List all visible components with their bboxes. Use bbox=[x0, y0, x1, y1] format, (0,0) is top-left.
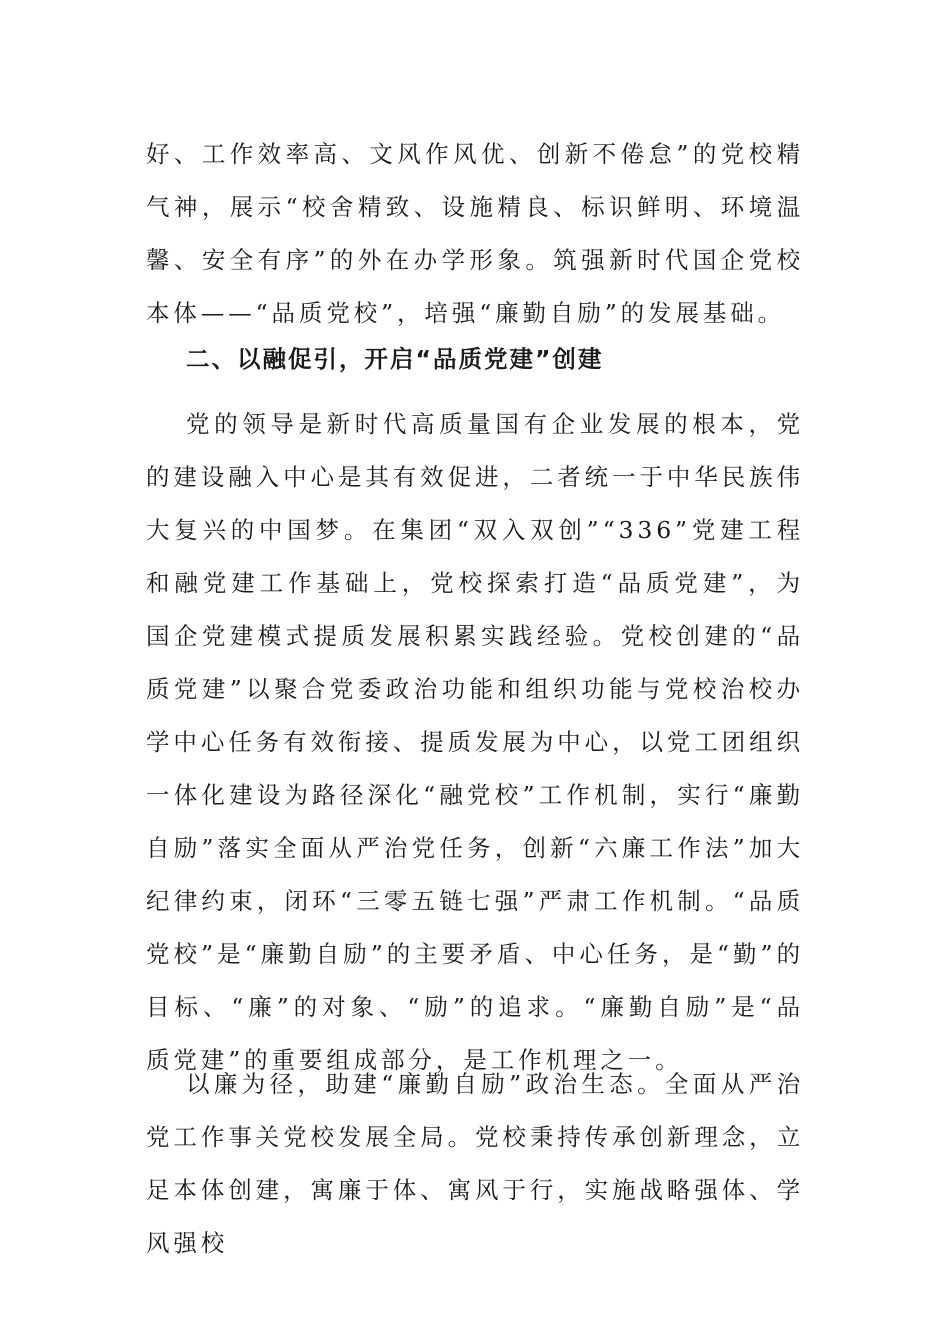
section-heading: 二、以融促引，开启“品质党建”创建 bbox=[186, 345, 604, 373]
paragraph-2: 党的领导是新时代高质量国有企业发展的根本，党的建设融入中心是其有效促进，二者统一于中华民族伟大复兴的中国梦。在集团“双入双创”“336”党建工程和融党建工作基础上，党校探索打造“品质党建”，为国企党建模式提质发展积累实践经验。党校创建的“品质党建”以聚合党委政治功能和组织功能与党校治校办学中心任务有效衔接、提质发展为中心，以党工团组织一体化建设为路径深化“融党校”工作机制，实行“廉勤自励”落实全面从严治党任务，创新“六廉工作法”加大纪律约束，闭环“三零五链七强”严肃工作机制。“品质党校”是“廉勤自励”的主要矛盾、中心任务，是“勤”的目标、“廉”的对象、“励”的追求。“廉勤自励”是“品质党建”的重要组成部分，是工作机理之一。 bbox=[146, 410, 804, 1074]
paragraph-continuation bbox=[146, 128, 804, 340]
paragraph-3: 以廉为径，助建“廉勤自励”政治生态。全面从严治党工作事关党校发展全局。党校秉持传承创新理念，立足本体创建，寓廉于体、寓风于行，实施战略强体、学风强校 bbox=[146, 1070, 804, 1257]
paragraph-body-2 bbox=[146, 1058, 804, 1270]
paragraph-1: 好、工作效率高、文风作风优、创新不倦怠”的党校精气神，展示“校舍精致、设施精良、标识鲜明、环境温馨、安全有序”的外在办学形象。筑强新时代国企党校本体——“品质党校”，培强“廉勤自励”的发展基础。 bbox=[146, 140, 804, 327]
paragraph-body bbox=[146, 398, 804, 1087]
